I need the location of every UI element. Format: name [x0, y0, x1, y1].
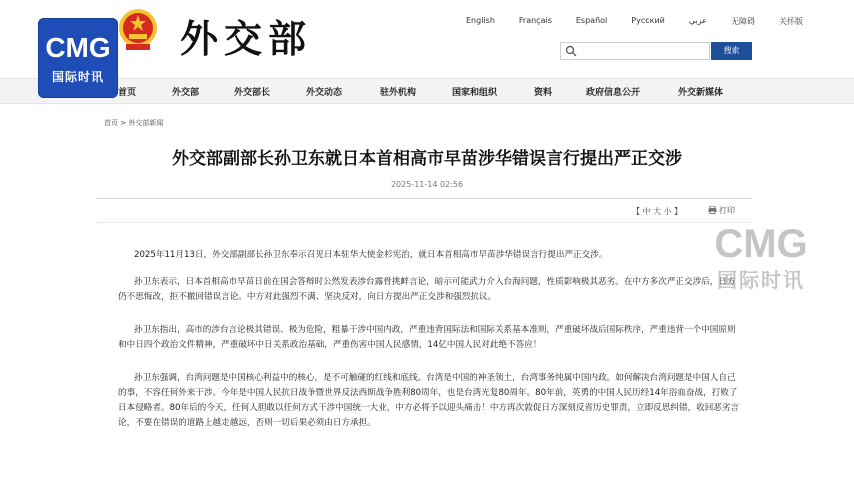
title-divider — [96, 198, 752, 199]
cmg-logo — [38, 18, 118, 98]
article-paragraph: 孙卫东强调，台湾问题是中国核心利益中的核心，是不可触碰的红线和底线。台湾是中国的神圣领土，台湾事务纯属中国内政。如何解决台湾问题是中国人自己的事，不容任何外来干涉。今年是中国人民抗日战争暨世界反法西斯战争胜利80周年，也是台湾光复80周年。80年前，英勇的中国人民历经14年浴血奋战，打败了日本侵略者。80年后的今天，任何人胆敢以任何方式干涉中国统一大业，中方必将予以迎头痛击！中方再次敦促日方深刻反省历史罪责，立即反思纠错，收回恶劣言论，不要在错误的道路上越走越远，否则一切后果必须由日方承担。 — [118, 373, 740, 428]
nav-ministry[interactable]: 外交部 — [172, 88, 200, 98]
breadcrumb[interactable]: 首页 > 外交部新闻 — [104, 119, 164, 127]
search-icon — [565, 45, 577, 57]
article-paragraph: 孙卫东指出，高市的涉台言论极其错误、极为危险，粗暴干涉中国内政，严重违背国际法和国际关系基本准则，严重破坏战后国际秩序，严重违背一个中国原则和中日四个政治文件精神，严重破坏中日关系政治基础，严重伤害中国人民感情，14亿中国人民对此绝不答应！ — [118, 325, 736, 350]
site-calligraphy-logo[interactable]: 外交部 — [180, 16, 313, 61]
publish-date: 2025-11-14 02:56 — [390, 180, 464, 189]
main-nav — [0, 78, 854, 104]
lang-french[interactable]: Français — [518, 16, 552, 25]
article-paragraph: 2025年11月13日，外交部副部长孙卫东奉示召见日本驻华大使金杉宪治，就日本首相高市早苗涉华错误言行提出严正交涉。 — [134, 250, 608, 260]
national-emblem-icon[interactable] — [118, 6, 158, 52]
nav-resources[interactable]: 资料 — [534, 88, 553, 98]
accessibility-link[interactable]: 无障碍 — [730, 17, 755, 26]
nav-countries[interactable]: 国家和组织 — [452, 88, 498, 98]
nav-gov-info[interactable]: 政府信息公开 — [586, 88, 641, 98]
article-paragraph: 孙卫东表示，日本首相高市早苗日前在国会答辩时公然发表涉台露骨挑衅言论，暗示可能武力介入台海问题，性质影响极其恶劣。在中方多次严正交涉后，日方仍不思悔改，拒不撤回错误言论。中方对此强烈不满、坚决反对，向日方提出严正交涉和强烈抗议。 — [118, 277, 736, 302]
lang-arabic[interactable]: عربي — [688, 16, 707, 25]
lang-russian[interactable]: Русский — [631, 16, 665, 25]
watermark-subtitle: 国际时讯 — [717, 268, 805, 292]
lang-english[interactable]: English — [466, 16, 495, 25]
watermark-text: CMG — [714, 222, 808, 266]
nav-missions[interactable]: 驻外机构 — [380, 88, 417, 98]
search-button[interactable]: 搜索 — [711, 42, 752, 60]
cmg-watermark — [706, 224, 816, 293]
nav-home[interactable]: 首页 — [118, 88, 137, 98]
print-button[interactable] — [708, 205, 735, 216]
toolbar-divider — [96, 222, 752, 223]
care-mode-link[interactable]: 关怀版 — [778, 17, 803, 26]
nav-new-media[interactable]: 外交新媒体 — [678, 88, 724, 98]
page-title: 外交部副部长孙卫东就日本首相高市早苗涉华错误言行提出严正交涉 — [172, 149, 682, 169]
font-size-controls[interactable]: 【 中 大 小 】 — [632, 207, 683, 216]
language-links — [466, 16, 827, 27]
site-header — [0, 0, 854, 78]
cmg-logo-subtitle: 国际时讯 — [51, 70, 104, 84]
lang-spanish[interactable]: Español — [575, 16, 608, 25]
nav-activities[interactable]: 外交动态 — [306, 88, 343, 98]
printer-icon — [708, 206, 717, 214]
cmg-logo-text: CMG — [45, 32, 111, 63]
search-input[interactable] — [560, 42, 710, 60]
print-label: 打印 — [719, 206, 735, 215]
nav-minister[interactable]: 外交部长 — [234, 88, 271, 98]
